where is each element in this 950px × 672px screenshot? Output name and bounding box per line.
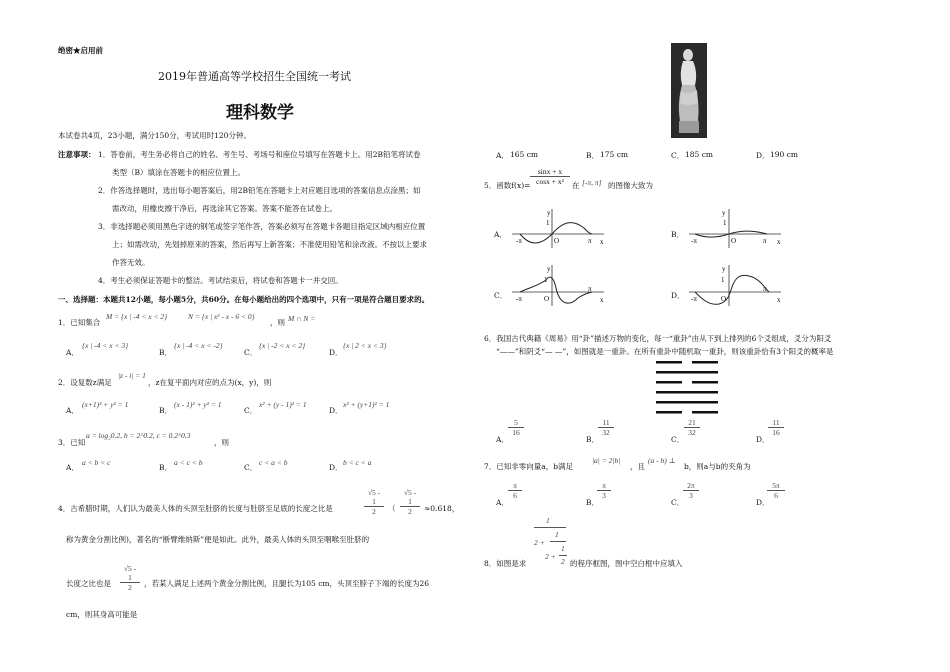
option-label[interactable]: C． <box>671 435 685 444</box>
notice-line: 2．作答选择题时，选出每小题答案后，用2B铅笔在答题卡上对应题目选项的答案信息点涂黑；如 <box>98 186 421 195</box>
option-text[interactable]: a < c < b <box>174 458 203 467</box>
option-label[interactable]: A． <box>496 498 509 507</box>
option-label[interactable]: C． <box>671 151 685 160</box>
svg-text:-π: -π <box>516 237 522 245</box>
q4-line: ，若某人满足上述两个黄金分割比例，且腿长为105 cm，头顶至脖子下端的长度为26 <box>144 579 430 588</box>
q3-stem-b: ，则 <box>214 438 229 447</box>
option-label[interactable]: A． <box>66 463 79 472</box>
option-text[interactable]: c < a < b <box>259 458 288 467</box>
q7-stem-b: ，且 <box>630 462 645 471</box>
q6-line: “——”和阴爻“— —”，如图就是一重卦。在所有重卦中随机取一重卦，则该重卦恰有3个阳爻的概率是 <box>496 347 834 356</box>
section-heading: 一、选择题：本题共12小题，每小题5分，共60分。在每小题给出的四个选项中，只有一项是符合题目要求的。 <box>58 295 430 304</box>
option-label[interactable]: B． <box>159 463 173 472</box>
svg-text:O: O <box>721 295 727 303</box>
q2-stem-b: ，z在复平面内对应的点为(x，y)，则 <box>148 378 272 387</box>
option-label[interactable]: C． <box>244 463 258 472</box>
option-label[interactable]: B． <box>586 498 600 507</box>
graph-option-a[interactable] <box>508 206 608 250</box>
option-fraction[interactable]: $\frac{\pi}{3}$ <box>597 481 611 500</box>
option-text[interactable]: x² + (y - 1)² = 1 <box>259 400 307 409</box>
q4-ratio-3: $\frac{√5 - 1}{2}$ <box>120 564 140 592</box>
svg-text:x: x <box>600 238 604 246</box>
q4-line: 4．古希腊时期，人们认为最美人体的头顶至肚脐的长度与肚脐至足底的长度之比是 <box>58 504 333 513</box>
q7-cond-1: |a| = 2|b| <box>592 456 621 465</box>
option-text[interactable]: a < b < c <box>82 458 111 467</box>
svg-text:-π: -π <box>691 295 697 303</box>
notice-line: 类型（B）填涂在答题卡的相应位置上。 <box>112 168 246 177</box>
q1-set-m: M = {x | -4 < x < 2} <box>106 312 168 321</box>
q1-stem: 1．已知集合 <box>58 318 101 327</box>
option-label[interactable]: D． <box>329 406 343 415</box>
q5-stem-b: 在 <box>572 181 580 190</box>
option-fraction[interactable]: $\frac{21}{32}$ <box>684 418 700 437</box>
svg-text:y: y <box>547 209 551 217</box>
svg-text:O: O <box>554 237 560 245</box>
q6-line: 6．我国古代典籍《周易》用“卦”描述万物的变化，每一“重卦”由从下到上排列的6个爻组成，爻分为阳爻 <box>484 334 832 343</box>
graph-option-d[interactable] <box>685 262 785 308</box>
q5-fraction: $\frac{\sin x + x}{\text{cosx + x²}}$ <box>530 167 570 186</box>
option-text[interactable]: {x | 2 < x < 3} <box>343 341 387 350</box>
option-fraction[interactable]: $\frac{\pi}{6}$ <box>508 481 522 500</box>
option-text[interactable]: {x | -2 < x < 2} <box>259 341 306 350</box>
q4-line: 称为黄金分割比例)，著名的“断臂维纳斯”便是如此。此外，最美人体的头顶至咽喉至肚脐的 <box>66 535 370 544</box>
option-label[interactable]: B． <box>586 151 600 160</box>
q8-stem: 8．如图是求 <box>484 559 527 568</box>
option-text[interactable]: 185 cm <box>685 150 714 159</box>
graph-option-c[interactable] <box>508 262 608 308</box>
option-label[interactable]: B． <box>159 348 173 357</box>
option-label[interactable]: A． <box>496 151 509 160</box>
option-label[interactable]: C． <box>494 291 508 300</box>
svg-text:y: y <box>547 265 551 273</box>
svg-text:O: O <box>544 295 550 303</box>
option-label[interactable]: A． <box>66 348 79 357</box>
notice-line: 需改动，用橡皮擦干净后，再选涂其它答案。答案不能答在试卷上。 <box>112 204 337 213</box>
q4-line: 长度之比也是 <box>66 579 111 588</box>
option-label[interactable]: B． <box>159 406 173 415</box>
q2-cond: |z - i| = 1 <box>118 371 146 380</box>
q7-stem: 7．已知非零向量a，b满足 <box>484 462 574 471</box>
option-fraction[interactable]: $\frac{5\pi}{6}$ <box>767 481 785 500</box>
option-text[interactable]: (x+1)² + y² = 1 <box>82 400 129 409</box>
notice-line: 4．考生必须保证答题卡的整洁。考试结束后，将试卷和答题卡一并交回。 <box>98 276 343 285</box>
option-label[interactable]: C． <box>244 348 258 357</box>
q7-cond-2: (a - b) ⊥ <box>648 456 676 465</box>
option-fraction[interactable]: $\frac{2\pi}{3}$ <box>683 481 699 500</box>
q3-cond: a = log₂0.2, b = 2^0.2, c = 0.2^0.3 <box>86 431 191 440</box>
q5-stem: 5．函数f(x)= <box>484 181 531 190</box>
svg-text:π: π <box>763 237 767 245</box>
svg-text:π: π <box>588 285 592 293</box>
svg-text:1: 1 <box>546 219 550 227</box>
notice-line: 1．答卷前，考生务必将自己的姓名、考生号、考场号和座位号填写在答题卡上。用2B铅笔将试卷 <box>98 150 421 159</box>
intro-text: 本试卷共4页，23小题，满分150分，考试用时120分钟。 <box>58 131 251 140</box>
svg-text:-π: -π <box>691 237 697 245</box>
q7-stem-c: b，则a与b的夹角为 <box>684 462 751 471</box>
q1-stem-b: ，则 <box>270 318 285 327</box>
svg-text:x: x <box>600 296 604 304</box>
option-text[interactable]: (x - 1)² + y² = 1 <box>174 400 222 409</box>
option-fraction[interactable]: $\frac{11}{32}$ <box>598 418 614 437</box>
q1-set-n: N = {x | x² - x - 6 < 0} <box>188 312 255 321</box>
q4-ratio-2: $\frac{√5 - 1}{2}$ <box>400 488 420 516</box>
option-fraction[interactable]: $\frac{5}{16}$ <box>508 418 524 437</box>
option-label[interactable]: D． <box>756 151 770 160</box>
svg-text:y: y <box>722 209 726 217</box>
subject-title: 理科数学 <box>226 103 294 123</box>
option-label[interactable]: D． <box>329 463 343 472</box>
q8-stem-b: 的程序框图，图中空白框中应填入 <box>570 559 683 568</box>
option-label[interactable]: D． <box>756 435 770 444</box>
option-text[interactable]: b < c < a <box>343 458 372 467</box>
q2-stem: 2．设复数z满足 <box>58 378 112 387</box>
option-label[interactable]: A． <box>494 230 507 239</box>
option-fraction[interactable]: $\frac{11}{16}$ <box>768 418 784 437</box>
option-text[interactable]: 165 cm <box>510 150 539 159</box>
q1-expr: M ∩ N = <box>288 314 316 323</box>
option-label[interactable]: D． <box>671 291 685 300</box>
option-text[interactable]: {x | -4 < x < -2} <box>174 341 223 350</box>
notice-label: 注意事项： <box>58 150 96 159</box>
exam-title: 2019年普通高等学校招生全国统一考试 <box>158 70 351 83</box>
secret-label: 绝密★启用前 <box>58 46 103 55</box>
graph-option-b[interactable] <box>685 206 785 250</box>
option-label[interactable]: A． <box>496 435 509 444</box>
svg-text:-π: -π <box>516 295 522 303</box>
svg-text:π: π <box>588 237 592 245</box>
svg-text:x: x <box>777 238 781 246</box>
q3-stem: 3．已知 <box>58 438 86 447</box>
hexagram-figure <box>654 359 720 415</box>
option-label[interactable]: D． <box>329 348 343 357</box>
notice-line: 3．非选择题必须用黑色字迹的钢笔或签字笔作答，答案必须写在答题卡各题目指定区域内相应位置 <box>98 222 426 231</box>
svg-text:1: 1 <box>721 276 725 284</box>
q4-approx: ≈0.618， <box>424 504 460 513</box>
notice-line: 上；如需改动，先划掉原来的答案，然后再写上新答案；不准使用铅笔和涂改液。不按以上要求 <box>112 240 427 249</box>
svg-text:1: 1 <box>723 219 727 227</box>
option-label[interactable]: D． <box>756 498 770 507</box>
notice-line: 作答无效。 <box>112 258 150 267</box>
option-text[interactable]: 175 cm <box>600 150 629 159</box>
option-text[interactable]: {x | -4 < x < 3} <box>82 341 129 350</box>
option-text[interactable]: 190 cm <box>770 150 799 159</box>
option-label[interactable]: B． <box>671 230 685 239</box>
svg-text:O: O <box>731 237 737 245</box>
svg-text:π: π <box>763 285 767 293</box>
q4-paren: （ <box>388 504 396 513</box>
q4-ratio: $\frac{√5 - 1}{2}$ <box>364 488 384 516</box>
option-label[interactable]: B． <box>586 435 600 444</box>
svg-text:y: y <box>722 265 726 273</box>
q5-interval: [-π, π] <box>582 178 602 187</box>
option-label[interactable]: A． <box>66 406 79 415</box>
option-label[interactable]: C． <box>671 498 685 507</box>
q5-stem-c: 的图像大致为 <box>608 181 653 190</box>
venus-statue-image <box>671 43 707 138</box>
option-label[interactable]: C． <box>244 406 258 415</box>
option-text[interactable]: x² + (y+1)² = 1 <box>343 400 390 409</box>
svg-text:x: x <box>777 296 781 304</box>
q4-line: cm，则其身高可能是 <box>66 610 138 619</box>
svg-text:1: 1 <box>544 276 548 284</box>
